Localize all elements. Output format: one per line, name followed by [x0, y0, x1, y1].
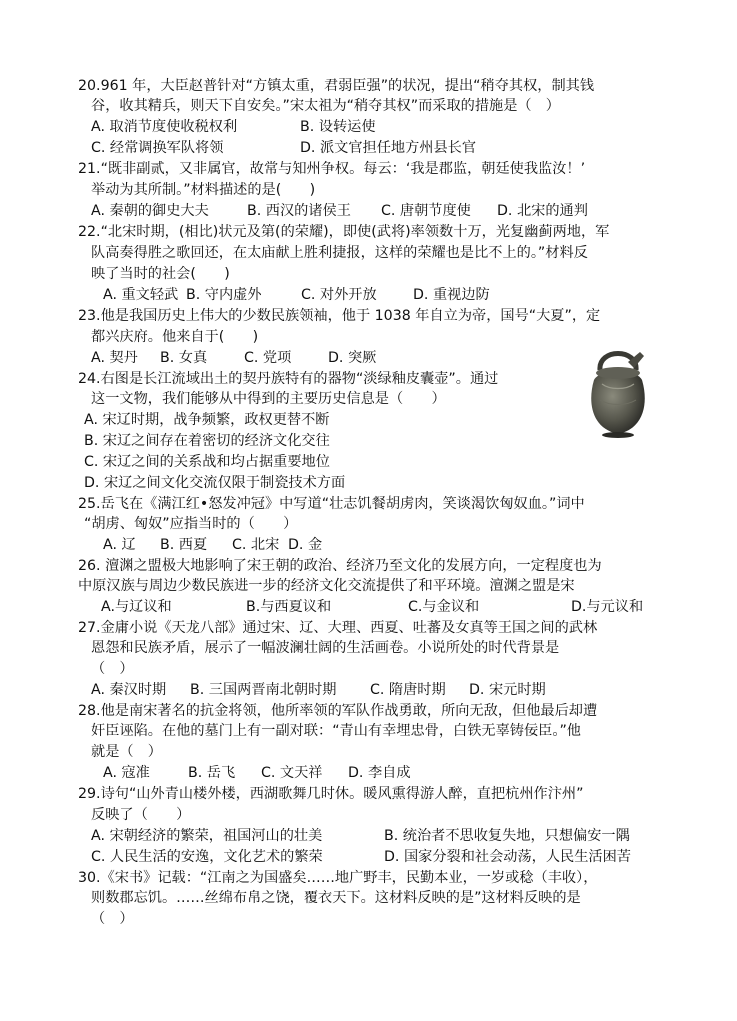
question-24-line-2: 这一文物，我们能够从中得到的主要历史信息是（ ）	[91, 391, 446, 407]
question-28-line-1: 28.他是南宋著名的抗金将领，他所率领的军队作战勇敢，所向无敌，但他最后却遭	[78, 703, 598, 719]
question-26-line-2: 中原汉族与周边少数民族进一步的经济文化交流提供了和平环境。澶渊之盟是宋	[78, 578, 575, 594]
question-30-line-1: 30.《宋书》记载：“江南之为国盛矣……地广野丰，民勤本业，一岁或稔（丰收），	[78, 870, 598, 886]
q28-option-a: A. 寇准	[103, 765, 150, 781]
question-30-line-3: （ ）	[91, 911, 134, 927]
question-25-line-2: “胡虏、匈奴”应指当时的（ ）	[84, 516, 298, 532]
q25-option-d: D. 金	[288, 537, 323, 553]
question-27-line-2: 恩怨和民族矛盾，展示了一幅波澜壮阔的生活画卷。小说所处的时代背景是	[91, 640, 560, 656]
q20-option-a: A. 取消节度使收税权利	[91, 119, 238, 135]
q26-option-c: C.与金议和	[408, 599, 480, 615]
q23-option-b: B. 女真	[160, 350, 208, 366]
q20-option-c: C. 经常调换军队将领	[91, 140, 224, 156]
q26-option-d: D.与元议和	[571, 599, 644, 615]
q29-option-a: A. 宋朝经济的繁荣，祖国河山的壮美	[91, 828, 323, 844]
question-30-line-2: 则数郡忘饥。……丝绵布帛之饶，覆衣天下。这材料反映的是”这材料反映的是	[91, 890, 581, 906]
q27-option-a: A. 秦汉时期	[91, 682, 167, 698]
q22-option-b: B. 守内虚外	[186, 287, 262, 303]
question-20-line-2: 谷，收其精兵，则天下自安矣。”宋太祖为“稍夺其权”而采取的措施是（ ）	[91, 98, 560, 114]
q28-option-c: C. 文天祥	[261, 765, 323, 781]
q22-option-d: D. 重视边防	[413, 287, 490, 303]
q24-option-c: C. 宋辽之间的关系战和均占据重要地位	[84, 454, 330, 470]
q27-option-d: D. 宋元时期	[469, 682, 546, 698]
q28-option-d: D. 李自成	[348, 765, 411, 781]
q20-option-b: B. 设转运使	[300, 119, 376, 135]
q21-option-a: A. 秦朝的御史大夫	[91, 203, 209, 219]
q23-option-c: C. 党项	[244, 350, 292, 366]
q24-option-d: D. 宋辽之间文化交流仅限于制瓷技术方面	[84, 475, 346, 491]
question-20-line-1: 20.961 年，大臣赵普针对“方镇太重，君弱臣强”的状况，提出“稍夺其权，制其钱	[78, 78, 595, 94]
q26-option-b: B.与西夏议和	[246, 599, 332, 615]
question-22-line-1: 22.“北宋时期，(相比)状元及第(的荣耀)，即使(武将)率领数十万，光复幽蓟两地，军	[78, 224, 610, 240]
question-28-line-3: 就是（ ）	[91, 744, 162, 760]
q23-option-a: A. 契丹	[91, 350, 138, 366]
q21-option-b: B. 西汉的诸侯王	[247, 203, 351, 219]
question-21-line-2: 举动为其所制。”材料描述的是( )	[91, 182, 316, 198]
q24-option-b: B. 宋辽之间存在着密切的经济文化交往	[84, 433, 330, 449]
question-22-line-2: 队高奏得胜之歌回还，在太庙献上胜利捷报，这样的荣耀也是比不上的。”材料反	[91, 245, 588, 261]
q22-option-a: A. 重文轻武	[103, 287, 179, 303]
q25-option-b: B. 西夏	[160, 537, 208, 553]
q27-option-b: B. 三国两晋南北朝时期	[190, 682, 337, 698]
question-28-line-2: 奸臣诬陷。在他的墓门上有一副对联：“青山有幸埋忠骨，白铁无辜铸佞臣。”他	[91, 723, 581, 739]
leather-pouch-jug-icon	[580, 340, 656, 440]
question-26-line-1: 26. 澶渊之盟极大地影响了宋王朝的政治、经济乃至文化的发展方向，一定程度也为	[78, 558, 602, 574]
q25-option-c: C. 北宋	[232, 537, 280, 553]
q20-option-d: D. 派文官担任地方州县长官	[300, 140, 477, 156]
q27-option-c: C. 隋唐时期	[370, 682, 446, 698]
question-22-line-3: 映了当时的社会( )	[91, 266, 230, 282]
q29-option-c: C. 人民生活的安逸，文化艺术的繁荣	[91, 849, 323, 865]
q22-option-c: C. 对外开放	[301, 287, 377, 303]
q21-option-c: C. 唐朝节度使	[381, 203, 471, 219]
q24-option-a: A. 宋辽时期，战争频繁，政权更替不断	[84, 412, 330, 428]
q29-option-d: D. 国家分裂和社会动荡，人民生活困苦	[384, 849, 631, 865]
q23-option-d: D. 突厥	[328, 350, 377, 366]
question-21-line-1: 21.“既非副贰，又非属官，故常与知州争权。每云：‘我是郡监，朝廷使我监汝！’	[78, 161, 586, 177]
question-27-line-1: 27.金庸小说《天龙八部》通过宋、辽、大理、西夏、吐蕃及女真等王国之间的武林	[78, 620, 598, 636]
question-23-line-2: 都兴庆府。他来自于( )	[91, 329, 259, 345]
q26-option-a: A.与辽议和	[101, 599, 172, 615]
question-24-line-1: 24.右图是长江流域出土的契丹族特有的器物“淡绿釉皮囊壶”。通过	[78, 371, 499, 387]
q29-option-b: B. 统治者不思收复失地，只想偏安一隅	[384, 828, 630, 844]
q21-option-d: D. 北宋的通判	[497, 203, 588, 219]
question-23-line-1: 23.他是我国历史上伟大的少数民族领袖，他于 1038 年自立为帝，国号“大夏”，定	[78, 308, 601, 324]
q25-option-a: A. 辽	[103, 537, 136, 553]
question-27-line-3: （ ）	[91, 661, 134, 677]
q28-option-b: B. 岳飞	[188, 765, 236, 781]
question-29-line-2: 反映了（ ）	[91, 807, 191, 823]
question-25-line-1: 25.岳飞在《满江红•怒发冲冠》中写道“壮志饥餐胡虏肉，笑谈渴饮匈奴血。”词中	[78, 496, 585, 512]
question-29-line-1: 29.诗句“山外青山楼外楼，西湖歌舞几时休。暖风熏得游人醉，直把杭州作汴州”	[78, 786, 584, 802]
